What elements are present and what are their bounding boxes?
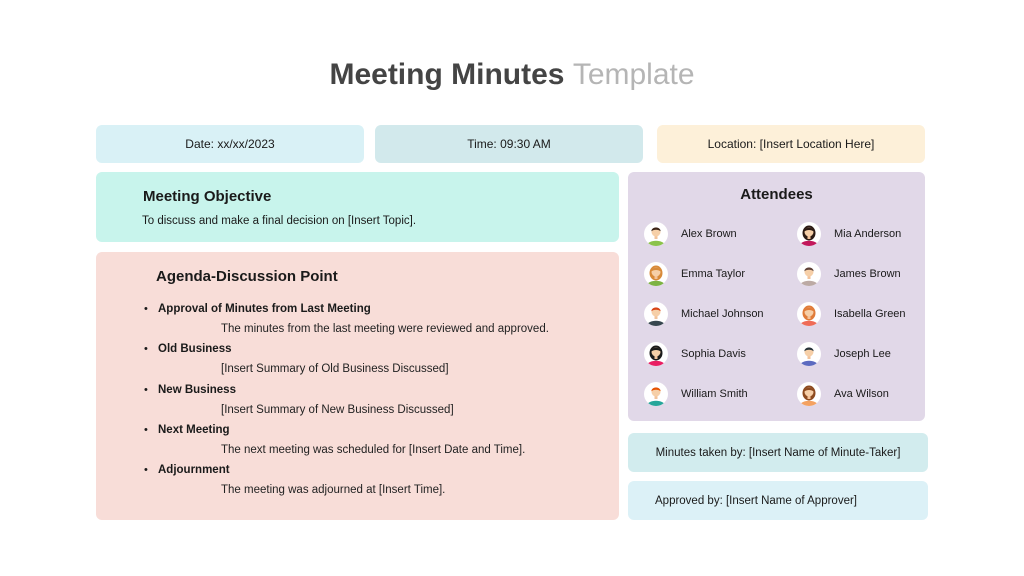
attendee [644, 382, 748, 406]
agenda-item-desc: [Insert Summary of Old Business Discussed] [221, 363, 449, 375]
attendee [797, 262, 901, 286]
attendee [644, 302, 764, 326]
approved-by-text: Approved by: [Insert Name of Approver] [655, 494, 857, 507]
woman-avatar-icon [644, 262, 668, 286]
agenda-item-desc: The minutes from the last meeting were reviewed and approved. [221, 323, 549, 335]
agenda-item-title: Adjournment [158, 464, 230, 476]
date-box [96, 125, 364, 163]
woman-avatar-icon [797, 222, 821, 246]
attendee-name: James Brown [834, 268, 901, 280]
attendee [797, 382, 889, 406]
attendee-name: Mia Anderson [834, 228, 902, 240]
agenda-item-title: Approval of Minutes from Last Meeting [158, 303, 371, 315]
page-title [0, 58, 1024, 92]
attendees-panel [628, 172, 925, 421]
attendee-name: Michael Johnson [681, 308, 764, 320]
attendee-name: Alex Brown [681, 228, 737, 240]
agenda-item-title: Next Meeting [158, 424, 230, 436]
title-light: Template [572, 58, 695, 91]
man-avatar-icon [797, 342, 821, 366]
attendee [644, 222, 737, 246]
attendee-name: Isabella Green [834, 308, 906, 320]
agenda-item-desc: The meeting was adjourned at [Insert Time]. [221, 484, 446, 496]
attendees-heading: Attendees [740, 186, 813, 203]
woman-avatar-icon [644, 342, 668, 366]
agenda-heading: Agenda-Discussion Point [156, 268, 338, 285]
location-box [657, 125, 925, 163]
man-avatar-icon [797, 262, 821, 286]
attendee-name: Emma Taylor [681, 268, 745, 280]
minutes-taken-by-text: Minutes taken by: [Insert Name of Minute-Taker] [655, 446, 901, 459]
attendee [797, 342, 891, 366]
minutes-taken-by-box [628, 433, 928, 472]
attendee-name: Joseph Lee [834, 348, 891, 360]
bullet-icon: • [144, 464, 148, 476]
woman-avatar-icon [797, 302, 821, 326]
agenda-panel [96, 252, 619, 520]
agenda-item-desc: [Insert Summary of New Business Discussed] [221, 404, 454, 416]
objective-panel [96, 172, 619, 242]
attendee [797, 222, 901, 246]
location-text: Location: [Insert Location Here] [707, 137, 875, 151]
attendee [644, 262, 745, 286]
bullet-icon: • [144, 303, 148, 315]
attendee-name: Ava Wilson [834, 388, 889, 400]
attendee [797, 302, 906, 326]
title-bold: Meeting Minutes [329, 58, 565, 91]
objective-text: To discuss and make a final decision on [Insert Topic]. [142, 215, 417, 227]
agenda-item-desc: The next meeting was scheduled for [Insert Date and Time]. [221, 444, 526, 456]
man-avatar-icon [644, 302, 668, 326]
date-text: Date: xx/xx/2023 [185, 137, 275, 151]
attendee [644, 342, 746, 366]
time-text: Time: 09:30 AM [467, 137, 551, 151]
time-box [375, 125, 643, 163]
man-avatar-icon [644, 222, 668, 246]
objective-heading: Meeting Objective [143, 188, 272, 205]
agenda-item-title: New Business [158, 384, 236, 396]
man-avatar-icon [644, 382, 668, 406]
agenda-item-title: Old Business [158, 343, 232, 355]
attendee-name: William Smith [681, 388, 748, 400]
approved-by-box [628, 481, 928, 520]
bullet-icon: • [144, 384, 148, 396]
attendee-name: Sophia Davis [681, 348, 746, 360]
bullet-icon: • [144, 343, 148, 355]
woman-avatar-icon [797, 382, 821, 406]
bullet-icon: • [144, 424, 148, 436]
